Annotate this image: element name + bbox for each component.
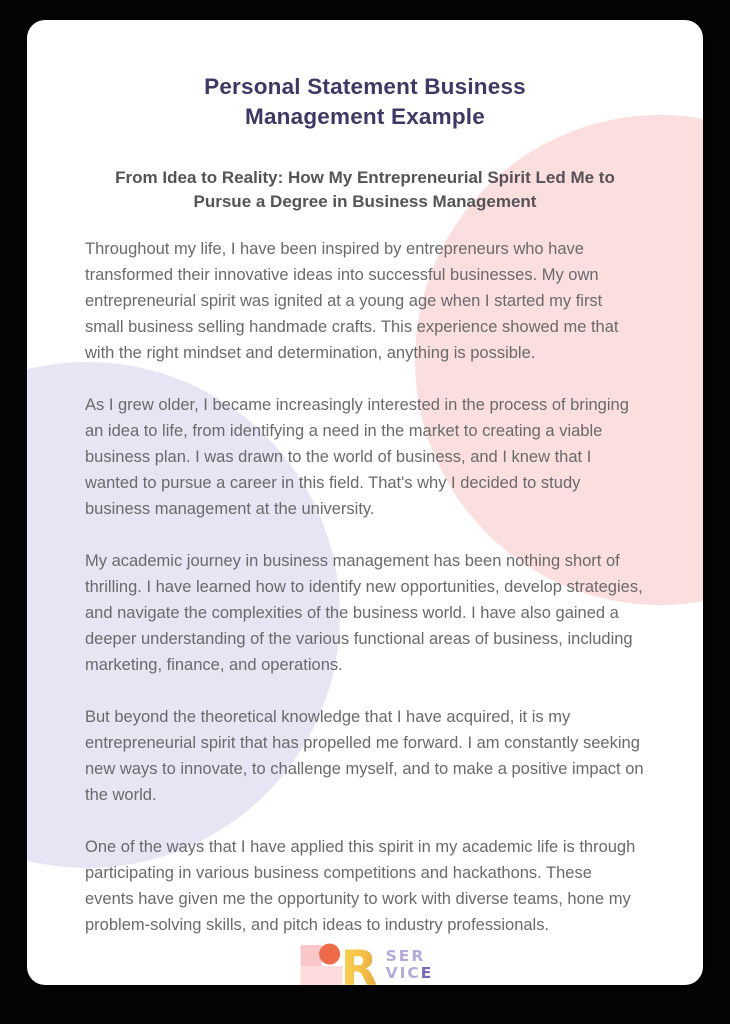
- essay-paragraph: But beyond the theoretical knowledge that I have acquired, it is my entrepreneurial spirit that has propelled me forward. I am constantly seeking new ways to innovate, to challenge myself, and to make a positive impact on the world.: [85, 708, 644, 804]
- page-title-line-2: Management Example: [245, 104, 485, 129]
- logo-accent-letter: E: [420, 964, 432, 982]
- essay-title: [57, 166, 673, 214]
- page-title-line-1: Personal Statement Business: [204, 74, 526, 99]
- lr-monogram-icon: [299, 940, 381, 985]
- essay-title-line-1: From Idea to Reality: How My Entrepreneurial Spirit Led Me to: [115, 168, 615, 187]
- logo-dot-icon: [319, 944, 340, 965]
- essay-paragraph: Throughout my life, I have been inspired by entrepreneurs who have transformed their innovative ideas into successful businesses. My own entrepreneurial spirit was ignited at a young age when I started my first small business selling handmade crafts. This experience showed me that with the right mindset and determination, anything is possible.: [85, 240, 619, 362]
- essay-title-line-2: Pursue a Degree in Business Management: [193, 192, 537, 211]
- essay-body: [85, 236, 645, 938]
- brand-logo: [299, 940, 432, 985]
- logo-word-bottom: VICE: [385, 964, 432, 982]
- logo-word-top: SER: [385, 947, 426, 965]
- logo-letter-r: R: [340, 941, 378, 985]
- essay-paragraph: One of the ways that I have applied this spirit in my academic life is through participating in various business competitions and hackathons. These events have given me the opportunity to work with diverse teams, hone my problem-solving skills, and pitch ideas to industry professionals.: [85, 838, 636, 934]
- logo-l-foot-shape: [301, 966, 343, 985]
- logo-wordmark: [386, 948, 432, 982]
- page-title: [67, 72, 663, 132]
- document-content: [27, 72, 703, 985]
- essay-paragraph: My academic journey in business management has been nothing short of thrilling. I have learned how to identify new opportunities, develop strategies, and navigate the complexities of the business world. I have also gained a deeper understanding of the various functional areas of business, including marketing, finance, and operations.: [85, 552, 643, 674]
- document-page: [27, 20, 703, 985]
- essay-paragraph: As I grew older, I became increasingly interested in the process of bringing an idea to life, from identifying a need in the market to creating a viable business plan. I was drawn to the world of business, and I knew that I wanted to pursue a career in this field. That's why I decided to study business management at the university.: [85, 396, 629, 518]
